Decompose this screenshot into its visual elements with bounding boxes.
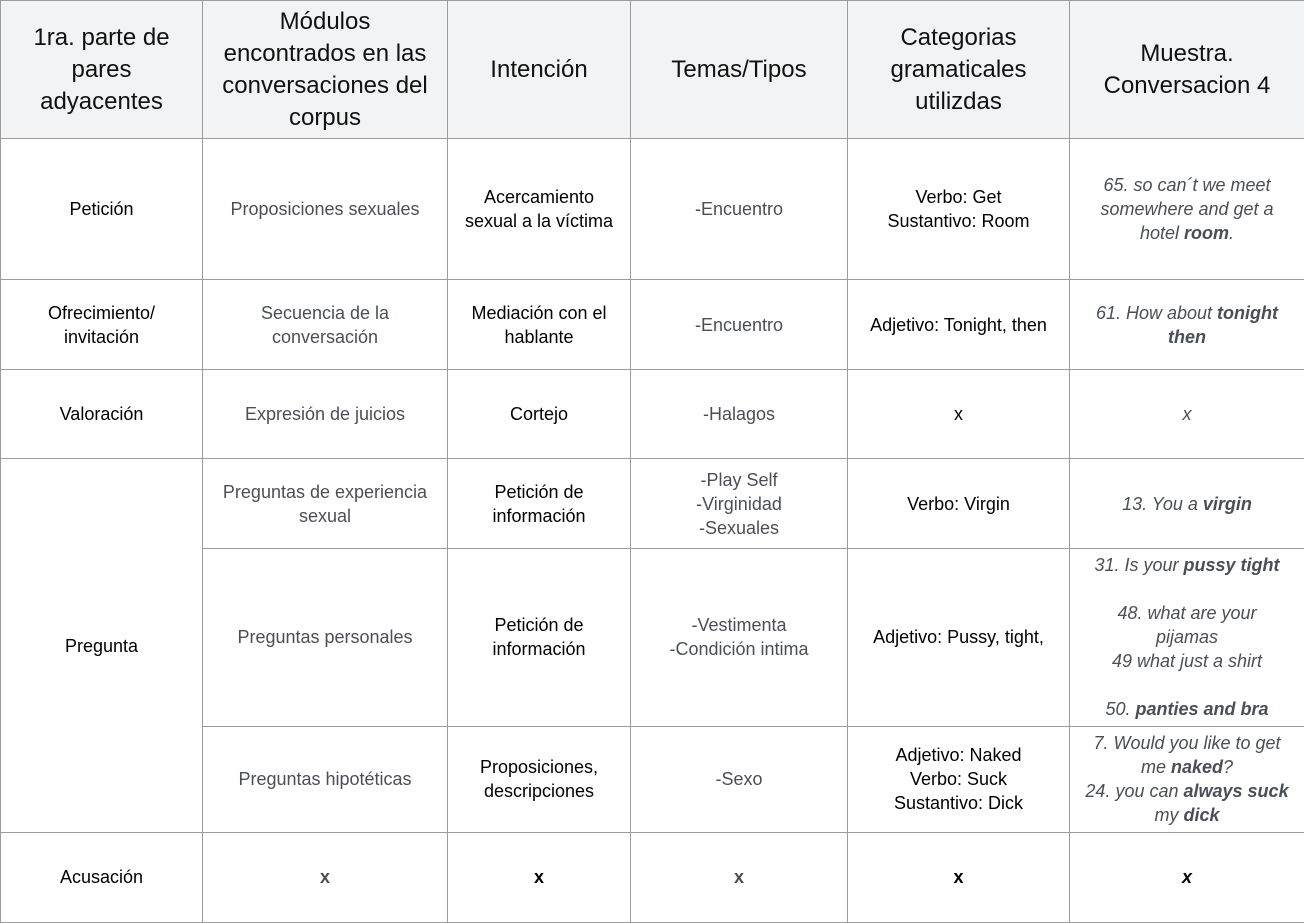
cell-part: Acusación [1,832,203,922]
cell-modulo: Preguntas de experiencia sexual [203,459,448,548]
cell-intencion: Petición de información [448,548,631,726]
cell-temas: -Halagos [631,370,848,459]
table-row [1,459,1304,548]
cell-muestra: 31. Is your pussy tight 48. what are your pijamas 49 what just a shirt 50. panties and bra [1070,548,1304,726]
cell-temas: -Play Self -Virginidad -Sexuales [631,459,848,548]
cell-part: Ofrecimiento/ invitación [1,280,203,370]
header-intencion: Intención [448,1,631,139]
cell-temas: -Encuentro [631,280,848,370]
table-row [1,370,1304,459]
cell-muestra: 7. Would you like to get me naked? 24. you can always suck my dick [1070,726,1304,832]
cell-part: Valoración [1,370,203,459]
header-modulos: Módulos encontrados en las conversaciones del corpus [203,1,448,139]
cell-modulo: Expresión de juicios [203,370,448,459]
cell-modulo: x [203,832,448,922]
cell-muestra: x [1070,832,1304,922]
cell-muestra: 65. so can´t we meet somewhere and get a hotel room. [1070,139,1304,280]
cell-part: Petición [1,139,203,280]
cell-categorias: Verbo: Virgin [848,459,1070,548]
cell-intencion: Mediación con el hablante [448,280,631,370]
header-categorias: Categorias gramaticales utilizdas [848,1,1070,139]
table-row [1,280,1304,370]
cell-muestra: 13. You a virgin [1070,459,1304,548]
header-row [1,1,1304,139]
table-row [1,139,1304,280]
cell-muestra: 61. How about tonight then [1070,280,1304,370]
cell-categorias: x [848,370,1070,459]
cell-categorias: Verbo: Get Sustantivo: Room [848,139,1070,280]
table-row [1,832,1304,922]
cell-temas: x [631,832,848,922]
header-temas-tipos: Temas/Tipos [631,1,848,139]
cell-categorias: Adjetivo: Tonight, then [848,280,1070,370]
cell-temas: -Sexo [631,726,848,832]
cell-intencion: Proposiciones, descripciones [448,726,631,832]
cell-part: Pregunta [1,459,203,832]
cell-modulo: Proposiciones sexuales [203,139,448,280]
cell-temas: -Encuentro [631,139,848,280]
cell-categorias: Adjetivo: Pussy, tight, [848,548,1070,726]
cell-intencion: Cortejo [448,370,631,459]
cell-modulo: Preguntas personales [203,548,448,726]
cell-intencion: x [448,832,631,922]
cell-modulo: Secuencia de la conversación [203,280,448,370]
header-muestra: Muestra. Conversacion 4 [1070,1,1304,139]
header-pares-adyacentes: 1ra. parte de pares adyacentes [1,1,203,139]
cell-intencion: Acercamiento sexual a la víctima [448,139,631,280]
cell-muestra: x [1070,370,1304,459]
cell-temas: -Vestimenta -Condición intima [631,548,848,726]
cell-categorias: x [848,832,1070,922]
cell-intencion: Petición de información [448,459,631,548]
cell-categorias: Adjetivo: Naked Verbo: Suck Sustantivo: Dick [848,726,1070,832]
cell-modulo: Preguntas hipotéticas [203,726,448,832]
